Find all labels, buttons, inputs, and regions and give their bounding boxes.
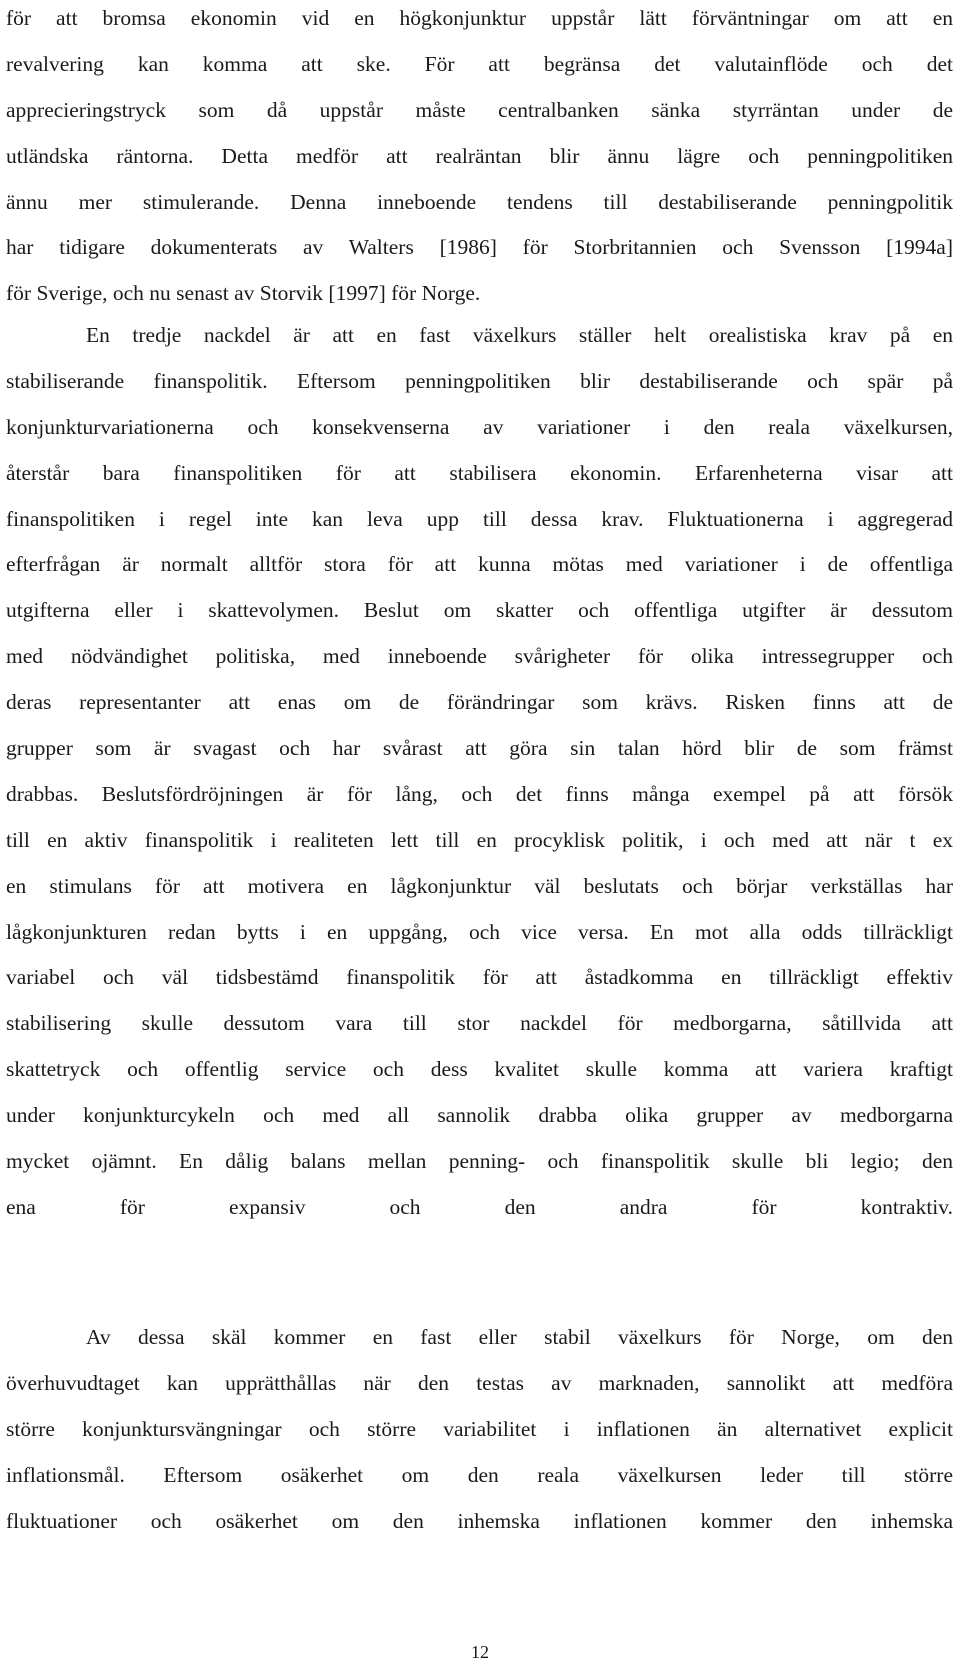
text-line: En tredje nackdel är att en fast växelkurs ställer helt orealistiska krav på en <box>86 323 953 347</box>
paragraph-2 <box>6 317 953 1281</box>
text-line <box>6 1235 953 1281</box>
text-line: inflationsmål. Eftersom osäkerhet om den reala växelkursen leder till större <box>6 1462 953 1487</box>
paragraph-1 <box>6 0 953 321</box>
text-line: utländska räntorna. Detta medför att realräntan blir ännu lägre och penningpolitiken <box>6 143 953 168</box>
page-number: 12 <box>471 1642 489 1662</box>
text-line: stabilisering skulle dessutom vara till stor nackdel för medborgarna, såtillvida att <box>6 1011 953 1036</box>
text-line: under konjunkturcykeln och med all sannolik drabba olika grupper av medborgarna <box>6 1103 953 1128</box>
text-line: grupper som är svagast och har svårast att göra sin talan hörd blir de som främst <box>6 736 953 761</box>
text-line: till en aktiv finanspolitik i realiteten lett till en procyklisk politik, i och med att när t ex <box>6 827 953 852</box>
text-line: Av dessa skäl kommer en fast eller stabil växelkurs för Norge, om den <box>86 1325 953 1349</box>
text-line: med nödvändighet politiska, med inneboende svårigheter för olika intressegrupper och <box>6 644 953 669</box>
text-line: ännu mer stimulerande. Denna inneboende tendens till destabiliserande penningpolitik <box>6 189 953 214</box>
text-line: återstår bara finanspolitiken för att stabilisera ekonomin. Erfarenheterna visar att <box>6 460 953 485</box>
text-line: överhuvudtaget kan upprätthållas när den testas av marknaden, sannolikt att medföra <box>6 1370 953 1395</box>
paragraph-3 <box>6 1319 953 1548</box>
text-line: fluktuationer och osäkerhet om den inhemska inflationen kommer den inhemska <box>6 1508 953 1533</box>
text-line: lågkonjunkturen redan bytts i en uppgång, och vice versa. En mot alla odds tillräckligt <box>6 919 953 944</box>
text-line: utgifterna eller i skattevolymen. Beslut om skatter och offentliga utgifter är dessutom <box>6 598 953 623</box>
text-line: apprecieringstryck som då uppstår måste centralbanken sänka styrräntan under de <box>6 97 953 122</box>
text-line: deras representanter att enas om de förändringar som krävs. Risken finns att de <box>6 690 953 715</box>
text-line: drabbas. Beslutsfördröjningen är för lång, och det finns många exempel på att försök <box>6 781 953 806</box>
text-line: skattetryck och offentlig service och dess kvalitet skulle komma att variera kraftigt <box>6 1057 953 1082</box>
text-line: för att bromsa ekonomin vid en högkonjunktur uppstår lätt förväntningar om att en <box>6 6 953 30</box>
text-line: ena för expansiv och den andra för kontraktiv. <box>6 1194 953 1219</box>
text-line: stabiliserande finanspolitik. Eftersom penningpolitiken blir destabiliserande och spär på <box>6 368 953 393</box>
text-line: konjunkturvariationerna och konsekvenserna av variationer i den reala växelkursen, <box>6 414 953 439</box>
text-line: variabel och väl tidsbestämd finanspolitik för att åstadkomma en tillräckligt effektiv <box>6 965 953 990</box>
text-line: en stimulans för att motivera en lågkonjunktur väl beslutats och börjar verkställas har <box>6 873 953 898</box>
text-line: för Sverige, och nu senast av Storvik [1997] för Norge. <box>6 281 481 306</box>
text-line: revalvering kan komma att ske. För att begränsa det valutainflöde och det <box>6 51 953 76</box>
text-line: mycket ojämnt. En dålig balans mellan penning- och finanspolitik skulle bli legio; den <box>6 1149 953 1174</box>
text-line: finanspolitiken i regel inte kan leva upp till dessa krav. Fluktuationerna i aggregerad <box>6 506 953 531</box>
text-line: efterfrågan är normalt alltför stora för att kunna mötas med variationer i de offentliga <box>6 552 953 577</box>
text-line: har tidigare dokumenterats av Walters [1986] för Storbritannien och Svensson [1994a] <box>6 235 953 260</box>
text-line: större konjunktursvängningar och större variabilitet i inflationen än alternativet explicit <box>6 1416 953 1441</box>
